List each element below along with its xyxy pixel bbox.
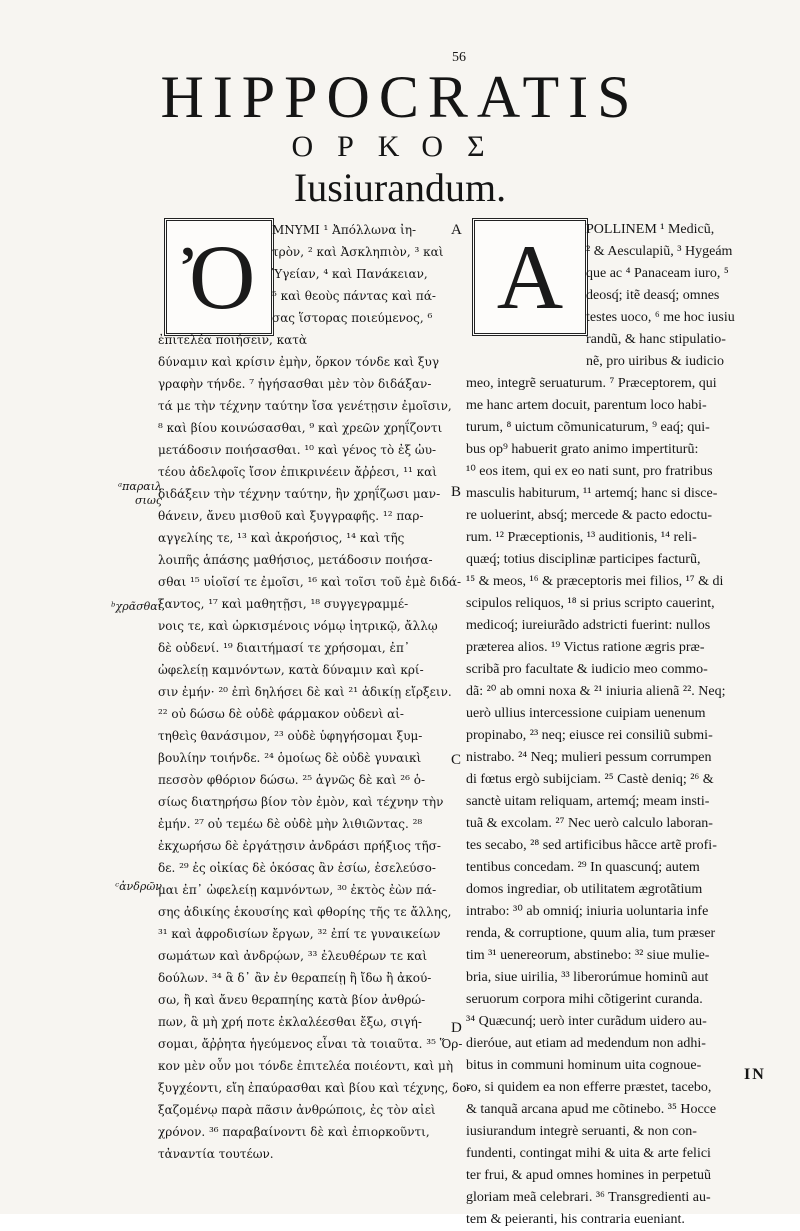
latin-text-line: bria, siue uirilia, ³³ liberorúmue hominũ aut <box>466 970 709 985</box>
latin-text-line: fundenti, contingat mihi & uita & arte felici <box>466 1146 711 1161</box>
greek-text-line: σωμάτων καὶ ἀνδρῴων, ³³ ἐλευθέρων τε καὶ <box>158 949 428 963</box>
page-number: 56 <box>452 50 466 65</box>
greek-text-line: μαι ἐπ᾽ ὠφελείῃ καμνόντων, ³⁰ ἐκτὸς ἐὼν πά- <box>158 883 437 897</box>
greek-text-line: ὠφελείῃ καμνόντων, κατὰ δύναμιν καὶ κρί- <box>158 663 424 677</box>
greek-text-line: σιν ἐμήν· ²⁰ ἐπὶ δηλήσει δὲ καὶ ²¹ ἀδικίῃ εἴρξειν. <box>158 685 452 699</box>
greek-text-line: ἐκχωρήσω δὲ ἐργάτῃσιν ἀνδράσι πρήξιος τῆσ- <box>158 839 441 853</box>
latin-subtitle: Iusiurandum. <box>293 165 507 210</box>
greek-text-line: ἐπιτελέα ποιήσειν, κατὰ <box>158 333 308 347</box>
greek-decorated-initial: Ὀ <box>164 218 274 336</box>
margin-note-b: ᵇχρᾶσθαι <box>111 600 162 613</box>
greek-text-line: κον μὲν οὖν μοι τόνδε ἐπιτελέα ποιέοντι, καὶ μὴ <box>158 1059 454 1073</box>
latin-text-line: bus op⁹ habuerit grato animo impertiturũ: <box>466 442 699 457</box>
latin-text-line: ter frui, & apud omnes homines in perpetuũ <box>466 1168 711 1183</box>
latin-text-line: randũ, & hanc stipulatio- <box>586 332 726 347</box>
latin-text-line: dieróue, aut etiam ad medendum non adhi- <box>466 1036 706 1051</box>
greek-text-line: τἀναντία τουτέων. <box>158 1147 274 1161</box>
page-title: HIPPOCRATIS <box>160 64 640 130</box>
greek-text-line: σομαι, ἄῤῥητα ἡγεύμενος εἶναι τὰ τοιαῦτα. ³⁵ Ὅρ- <box>158 1037 463 1051</box>
latin-text-line: gloriam meã celebrari. ³⁶ Transgredienti au- <box>466 1190 711 1205</box>
greek-text-line: πων, ἃ μὴ χρή ποτε ἐκλαλέεσθαι ἔξω, σιγή- <box>158 1015 422 1029</box>
latin-text-line: tem & peieranti, his contraria eueniant. <box>466 1212 685 1227</box>
latin-text-line: sanctè uitam reliquam, artemq́; meam insti- <box>466 794 710 809</box>
greek-text-line: τά με τὴν τέχνην ταύτην ἴσα γενέτῃσιν ἐμοῖσιν, <box>158 399 452 413</box>
latin-text-line: uerò ullius intercessione cuipiam uenenum <box>466 706 706 721</box>
greek-text-line: μετάδοσιν ποιήσασθαι. ¹⁰ καὶ γένος τὸ ἐξ ὠυ- <box>158 443 437 457</box>
latin-text-line: turum, ⁸ uictum cõmunicaturum, ⁹ eaq́; qui- <box>466 420 710 435</box>
greek-text-line: Ὑγείαν, ⁴ καὶ Πανάκειαν, <box>272 267 428 281</box>
greek-text-line: γραφὴν τήνδε. ⁷ ἡγήσασθαι μὲν τὸν διδάξαν- <box>158 377 432 391</box>
catchword: IN <box>744 1066 766 1083</box>
greek-text-line: σίως διατηρήσω βίον τὸν ἐμὸν, καὶ τέχνην τὴν <box>158 795 444 809</box>
latin-text-line: ro, si quidem ea non efferre præstet, tacebo, <box>466 1080 712 1095</box>
margin-note-a: ᵃπαραιλ σιως <box>118 480 162 507</box>
greek-text-line: δὲ οὐδενί. ¹⁹ διαιτήμασί τε χρήσομαι, ἐπ᾽ <box>158 641 410 655</box>
latin-text-line: nistrabo. ²⁴ Neq; mulieri pessum corrumpen <box>466 750 712 765</box>
latin-text-line: masculis habiturum, ¹¹ artemq́; hanc si disce- <box>466 486 718 501</box>
greek-text-line: ²² οὐ δώσω δὲ οὐδὲ φάρμακον οὐδενὶ αἰ- <box>158 707 404 721</box>
greek-text-line: σης ἀδικίης ἑκουσίης καὶ φθορίης τῆς τε ἄλλης, <box>158 905 452 919</box>
latin-text-line: præterea alios. ¹⁹ Victus ratione ægris præ- <box>466 640 705 655</box>
latin-text-line: ¹⁵ & meos, ¹⁶ & præceptoris mei filios, ¹⁷ & di <box>466 574 724 589</box>
greek-text-line: σω, ἢ καὶ ἄνευ θεραπηίης κατὰ βίον ἀνθρώ- <box>158 993 426 1007</box>
latin-text-line: testes uoco, ⁶ me hoc iusiu <box>586 310 735 325</box>
latin-text-line: re uoluerint, absq́; mercede & pacto edoctu- <box>466 508 713 523</box>
latin-text-column <box>466 219 770 1231</box>
margin-note-c: ᶜἀνδρῶν <box>115 880 162 893</box>
latin-text-line: renda, & corruptione, quum alia, tum præser <box>466 926 716 941</box>
greek-text-line: χρόνον. ³⁶ παραβαίνοντι δὲ καὶ ἐπιορκοῦντι, <box>158 1125 430 1139</box>
greek-text-line: δε. ²⁹ ἐς οἰκίας δὲ ὁκόσας ἂν ἐσίω, ἐσελεύσο- <box>158 861 436 875</box>
greek-text-line: τηθεὶς θανάσιμον, ²³ οὐδὲ ὑφηγήσομαι ξυμ- <box>158 729 423 743</box>
greek-text-line: βουλίην τοιήνδε. ²⁴ ὁμοίως δὲ οὐδὲ γυναικὶ <box>158 751 422 765</box>
latin-text-line: dã: ²⁰ ab omni noxa & ²¹ iniuria alienã ²². Neq; <box>466 684 726 699</box>
greek-text-line: τέου ἀδελφοῖς ἴσον ἐπικρινέειν ἄῤῥεσι, ¹¹ καὶ <box>158 465 437 479</box>
greek-text-line: λοιπῆς ἁπάσης μαθήσιος, μετάδοσιν ποιήσα- <box>158 553 433 567</box>
greek-text-line: ἐμήν. ²⁷ οὐ τεμέω δὲ οὐδὲ μὴν λιθιῶντας. ²⁸ <box>158 817 423 831</box>
latin-text-line: tentibus concedam. ²⁹ In quascunq́; autem <box>466 860 700 875</box>
greek-text-line: σας ἵστορας ποιεύμενος, ⁶ <box>272 311 433 325</box>
greek-text-line: δούλων. ³⁴ ἃ δ᾽ ἂν ἐν θεραπείῃ ἢ ἴδω ἢ ἀκού- <box>158 971 432 985</box>
latin-text-line: ³⁴ Quæcunq́; uerò inter curãdum uidero au- <box>466 1014 707 1029</box>
latin-decorated-initial: A <box>472 218 588 336</box>
latin-text-line: scipulos reliquos, ¹⁸ si prius scripto cauerint, <box>466 596 715 611</box>
latin-text-line: nẽ, pro uiribus & iudicio <box>586 354 725 369</box>
latin-text-line: deosq́; itẽ deasq́; omnes <box>586 288 720 303</box>
latin-text-line: tuã & excolam. ²⁷ Nec uerò calculo laboran- <box>466 816 713 831</box>
section-letter-d: D <box>451 1020 462 1036</box>
latin-text-line: ¹⁰ eos item, qui ex eo nati sunt, pro fratribus <box>466 464 713 479</box>
latin-text-line: medicoq́; iureiurãdo adstricti fuerint: nullos <box>466 618 711 633</box>
greek-text-line: ξυγχέοντι, εἴη ἐπαύρασθαι καὶ βίου καὶ τέχνης, δο- <box>158 1081 471 1095</box>
latin-text-line: que ac ⁴ Panaceam iuro, ⁵ <box>586 266 729 281</box>
greek-text-column <box>158 219 471 1165</box>
latin-text-line: quæq́; totius disciplinæ participes facturũ, <box>466 552 701 567</box>
latin-text-line: POLLINEM ¹ Medicũ, <box>586 222 715 237</box>
greek-text-line: νοις τε, καὶ ὡρκισμένοις νόμῳ ἰητρικῷ, ἄλλῳ <box>158 619 438 633</box>
greek-text-line: ξαζομένῳ παρὰ πᾶσιν ἀνθρώποις, ἐς τὸν αἰεὶ <box>158 1103 436 1117</box>
greek-text-line: σθαι ¹⁵ υἱοῖσί τε ἐμοῖσι, ¹⁶ καὶ τοῖσι τοῦ ἐμὲ διδά- <box>158 575 462 589</box>
greek-text-line: ³¹ καὶ ἀφροδισίων ἔργων, ³² ἐπί τε γυναικείων <box>158 927 441 941</box>
greek-subtitle: ΟΡΚΟΣ <box>291 130 509 163</box>
section-letter-a: A <box>451 222 462 238</box>
latin-text-line: bitus in communi hominum uita cognoue- <box>466 1058 702 1073</box>
latin-text-line: iusiurandum integrè seruanti, & non con- <box>466 1124 697 1139</box>
latin-text-line: me hanc artem docuit, parentum loco habi- <box>466 398 707 413</box>
latin-text-line: & tanquã arcana apud me cõtinebo. ³⁵ Hocce <box>466 1102 717 1117</box>
greek-text-line: ⁵ καὶ θεοὺς πάντας καὶ πά- <box>272 289 436 303</box>
latin-text-line: tes secabo, ²⁸ sed artificibus hãcce artẽ profi- <box>466 838 717 853</box>
latin-text-line: ² & Aesculapiũ, ³ Hygeám <box>586 244 733 259</box>
latin-text-line: intrabo: ³⁰ ab omniq́; iniuria uoluntaria infe <box>466 904 709 919</box>
greek-text-line: ξαντος, ¹⁷ καὶ μαθητῇσι, ¹⁸ συγγεγραμμέ- <box>158 597 409 611</box>
greek-text-line: θάνειν, ἄνευ μισθοῦ καὶ ξυγγραφῆς. ¹² παρ- <box>158 509 424 523</box>
greek-text-line: τρὸν, ² καὶ Ἀσκληπιὸν, ³ καὶ <box>272 245 444 259</box>
greek-text-line: ⁸ καὶ βίου κοινώσασθαι, ⁹ καὶ χρεῶν χρηΐζοντι <box>158 421 443 435</box>
section-letter-b: B <box>451 484 462 500</box>
greek-text-line: πεσσὸν φθόριον δώσω. ²⁵ ἁγνῶς δὲ καὶ ²⁶ ὁ- <box>158 773 426 787</box>
latin-text-line: rum. ¹² Præceptionis, ¹³ auditionis, ¹⁴ reli- <box>466 530 697 545</box>
latin-text-line: propinabo, ²³ neq; eiusce rei consiliũ submi- <box>466 728 713 743</box>
latin-text-line: meo, integrẽ seruaturum. ⁷ Præceptorem, qui <box>466 376 717 391</box>
latin-text-line: scribã pro facultate & iudicio meo commo- <box>466 662 708 677</box>
latin-text-line: seruorum corpora mihi cõtigerint curanda. <box>466 992 703 1007</box>
latin-text-line: domos ingrediar, ob utilitatem ægrotãtium <box>466 882 703 897</box>
greek-text-line: αγγελίης τε, ¹³ καὶ ἀκροήσιος, ¹⁴ καὶ τῆς <box>158 531 405 545</box>
latin-text-line: di fœtus ergò subijciam. ²⁵ Castè deniq; ²⁶ & <box>466 772 714 787</box>
greek-text-line: δύναμιν καὶ κρίσιν ἐμὴν, ὅρκον τόνδε καὶ ξυγ <box>158 355 439 369</box>
latin-text-line: tim ³¹ uenereorum, abstinebo: ³² siue mulie- <box>466 948 710 963</box>
greek-text-line: ΜΝΥΜΙ ¹ Ἀπόλλωνα ἰη- <box>272 223 417 237</box>
section-letter-c: C <box>451 752 462 768</box>
greek-text-line: διδάξειν τὴν τέχνην ταύτην, ἢν χρηΐζωσι μαν- <box>158 487 441 501</box>
